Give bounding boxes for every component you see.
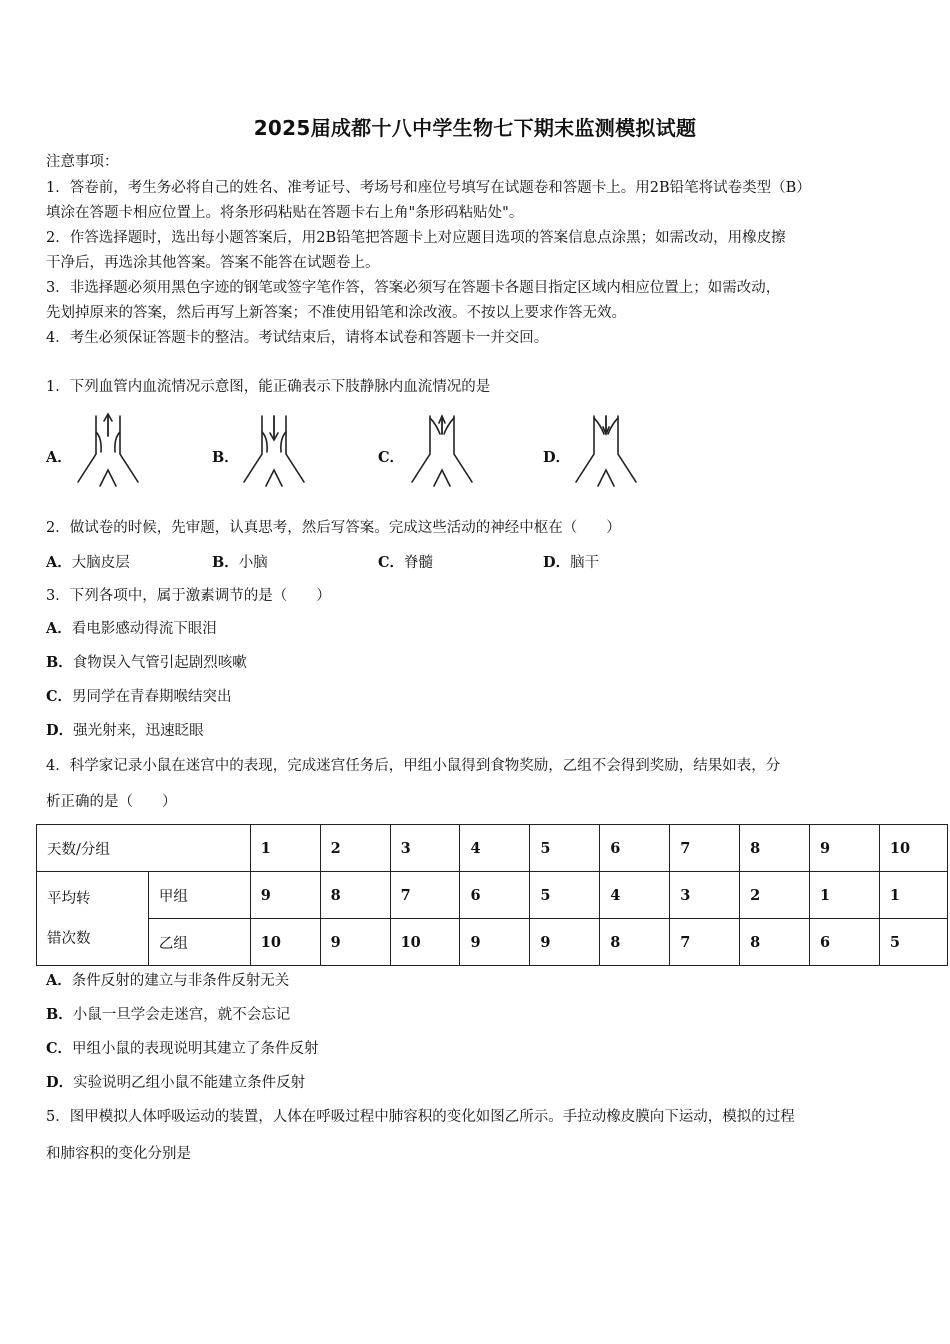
vein-diagram-c xyxy=(408,408,478,492)
notice-heading: 注意事项： xyxy=(46,154,119,170)
page-title: 2025届成都十八中学生物七下期末监测模拟试题 xyxy=(253,116,697,140)
day-header: 6 xyxy=(600,825,670,872)
table-cell: 10 xyxy=(250,919,320,966)
q1-option-c-letter[interactable]: C． xyxy=(378,449,405,466)
table-cell: 1 xyxy=(810,872,880,919)
q2-option-b[interactable] xyxy=(212,551,268,572)
vein-diagram-a xyxy=(74,408,144,492)
table-cell: 9 xyxy=(530,919,600,966)
q4-data-table xyxy=(36,824,948,966)
option-letter: C． xyxy=(46,1040,73,1057)
q1-option-d-letter[interactable]: D． xyxy=(543,449,571,466)
day-header: 5 xyxy=(530,825,600,872)
q3-option-c[interactable] xyxy=(46,687,232,707)
table-cell: 5 xyxy=(879,919,947,966)
option-letter: A． xyxy=(46,972,72,989)
option-text: 脑干 xyxy=(570,555,600,571)
q4-option-c[interactable] xyxy=(46,1039,319,1059)
q4-option-d[interactable] xyxy=(46,1073,305,1093)
day-header: 10 xyxy=(879,825,947,872)
notice-line: 3．非选择题必须用黑色字迹的钢笔或签字笔作答，答案必须写在答题卡各题目指定区域内相应位置上；如需改动， xyxy=(46,280,781,296)
option-text: 条件反射的建立与非条件反射无关 xyxy=(71,973,290,989)
option-text: 食物误入气管引起剧烈咳嗽 xyxy=(72,655,247,671)
notice-line: 先划掉原来的答案，然后再写上新答案；不准使用铅笔和涂改液。不按以上要求作答无效。 xyxy=(46,305,626,321)
table-cell: 7 xyxy=(390,872,460,919)
option-text: 男同学在青春期喉结突出 xyxy=(72,689,232,705)
day-header: 8 xyxy=(740,825,810,872)
option-letter: C． xyxy=(46,688,73,705)
option-text: 实验说明乙组小鼠不能建立条件反射 xyxy=(73,1075,306,1091)
q4-stem-line1: 4．科学家记录小鼠在迷宫中的表现，完成迷宫任务后，甲组小鼠得到食物奖励，乙组不会得到奖励，结果如表，分 xyxy=(46,758,781,774)
q3-option-a[interactable] xyxy=(46,619,217,639)
option-text: 甲组小鼠的表现说明其建立了条件反射 xyxy=(72,1041,319,1057)
notice-line: 填涂在答题卡相应位置上。将条形码粘贴在答题卡右上角"条形码粘贴处"。 xyxy=(46,205,524,221)
table-row xyxy=(37,919,948,966)
option-letter: B． xyxy=(212,554,239,571)
q5-stem-line1: 5．图甲模拟人体呼吸运动的装置，人体在呼吸过程中肺容积的变化如图乙所示。手拉动橡皮膜向下运动，模拟的过程 xyxy=(46,1109,795,1125)
notice-line: 2．作答选择题时，选出每小题答案后，用2B铅笔把答题卡上对应题目选项的答案信息点涂黑；如需改动，用橡皮擦 xyxy=(46,230,786,246)
option-letter: B． xyxy=(46,1006,73,1023)
table-corner-cell: 天数/分组 xyxy=(37,825,251,872)
group-name-cell: 甲组 xyxy=(148,872,250,919)
q4-option-a[interactable] xyxy=(46,971,289,991)
day-header: 7 xyxy=(670,825,740,872)
option-text: 脊髓 xyxy=(404,555,434,571)
notice-line: 4．考生必须保证答题卡的整洁。考试结束后，请将本试卷和答题卡一并交回。 xyxy=(46,330,549,346)
option-letter: A． xyxy=(46,554,72,571)
option-letter: C． xyxy=(378,554,405,571)
q1-figure-row xyxy=(0,404,950,500)
day-header: 1 xyxy=(250,825,320,872)
option-text: 大脑皮层 xyxy=(71,555,130,571)
table-cell: 9 xyxy=(320,919,390,966)
q2-stem: 2．做试卷的时候，先审题，认真思考，然后写答案。完成这些活动的神经中枢在（ ） xyxy=(46,520,621,536)
table-cell: 8 xyxy=(740,919,810,966)
option-letter: D． xyxy=(46,722,74,739)
option-letter: B． xyxy=(46,654,73,671)
table-cell: 2 xyxy=(740,872,810,919)
row-group-label-line2: 错次数 xyxy=(47,930,91,947)
table-cell: 8 xyxy=(320,872,390,919)
table-cell: 10 xyxy=(390,919,460,966)
q4-stem-line2: 析正确的是（ ） xyxy=(46,794,177,810)
table-cell: 3 xyxy=(670,872,740,919)
q2-option-a[interactable] xyxy=(46,551,130,572)
notice-line: 干净后，再选涂其他答案。答案不能答在试题卷上。 xyxy=(46,255,380,271)
q3-option-b[interactable] xyxy=(46,653,247,673)
table-header-row xyxy=(37,825,948,872)
table-cell: 5 xyxy=(530,872,600,919)
day-header: 9 xyxy=(810,825,880,872)
option-text: 强光射来，迅速眨眼 xyxy=(73,723,204,739)
table-cell: 6 xyxy=(810,919,880,966)
notice-line: 1．答卷前，考生务必将自己的姓名、准考证号、考场号和座位号填写在试题卷和答题卡上。用2B铅笔将试卷类型（B） xyxy=(46,180,811,196)
option-letter: A． xyxy=(46,620,72,637)
table-cell: 9 xyxy=(250,872,320,919)
table-cell: 9 xyxy=(460,919,530,966)
day-header: 3 xyxy=(390,825,460,872)
table-cell: 4 xyxy=(600,872,670,919)
q2-options xyxy=(0,551,950,571)
group-name-cell: 乙组 xyxy=(148,919,250,966)
q3-option-d[interactable] xyxy=(46,721,204,741)
q5-stem-line2: 和肺容积的变化分别是 xyxy=(46,1146,191,1162)
day-header: 4 xyxy=(460,825,530,872)
q1-option-a-letter[interactable]: A． xyxy=(46,449,72,466)
vein-diagram-d xyxy=(572,408,642,492)
row-group-label xyxy=(37,872,149,966)
q1-stem: 1．下列血管内血流情况示意图，能正确表示下肢静脉内血流情况的是 xyxy=(46,379,491,395)
q1-option-b-letter[interactable]: B． xyxy=(212,449,239,466)
table-cell: 1 xyxy=(879,872,947,919)
row-group-label-line1: 平均转 xyxy=(47,890,91,907)
option-letter: D． xyxy=(46,1074,74,1091)
q3-stem: 3．下列各项中，属于激素调节的是（ ） xyxy=(46,588,331,604)
day-header: 2 xyxy=(320,825,390,872)
table-cell: 8 xyxy=(600,919,670,966)
table-cell: 7 xyxy=(670,919,740,966)
option-text: 看电影感动得流下眼泪 xyxy=(71,621,217,637)
q4-option-b[interactable] xyxy=(46,1005,290,1025)
q2-option-c[interactable] xyxy=(378,551,433,572)
option-letter: D． xyxy=(543,554,571,571)
option-text: 小脑 xyxy=(238,555,268,571)
q2-option-d[interactable] xyxy=(543,551,599,572)
table-cell: 6 xyxy=(460,872,530,919)
table-row xyxy=(37,872,948,919)
option-text: 小鼠一旦学会走迷宫，就不会忘记 xyxy=(72,1007,291,1023)
vein-diagram-b xyxy=(240,408,310,492)
